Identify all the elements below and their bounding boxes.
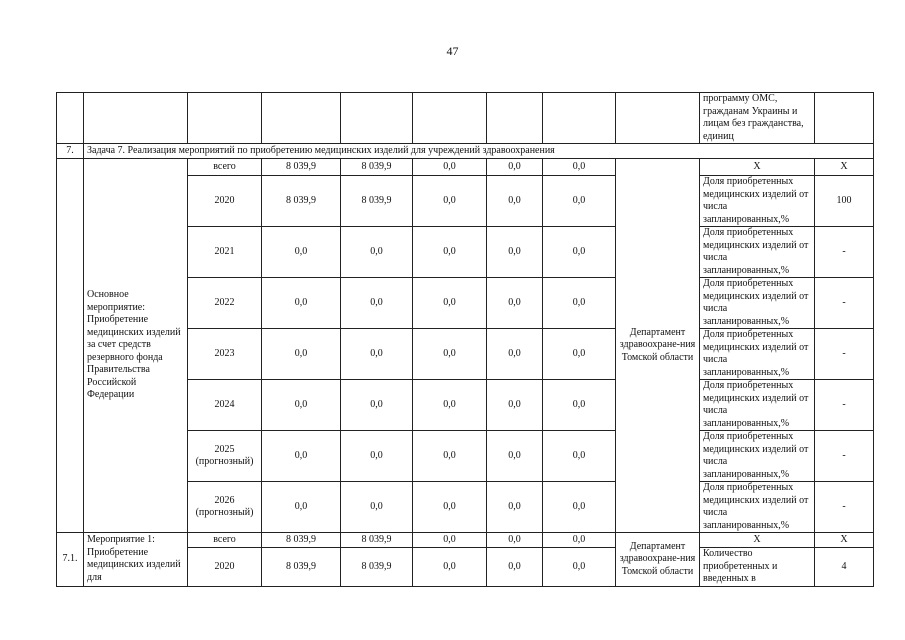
event-name: Мероприятие 1: Приобретение медицинских изделий для [84, 533, 188, 587]
year-cell: всего [188, 159, 262, 176]
task-row [57, 144, 874, 159]
year-cell: 2021 [188, 227, 262, 278]
indicator-value: Х [815, 533, 874, 548]
federal-cell: 8 039,9 [341, 533, 413, 548]
other-cell: 0,0 [543, 278, 616, 329]
indicator-cell: Количество приобретенных и введенных в [700, 548, 815, 587]
program-table [56, 92, 874, 587]
local-cell: 0,0 [487, 533, 543, 548]
local-cell: 0,0 [487, 278, 543, 329]
indicator-cell: программу ОМС, гражданам Украины и лицам без гражданства, единиц [700, 93, 815, 144]
regional-cell: 0,0 [413, 278, 487, 329]
year-cell: 2020 [188, 176, 262, 227]
indicator-value: 100 [815, 176, 874, 227]
executor-cell: Департамент здравоохране-ния Томской области [616, 159, 700, 533]
year-cell: 2026 (прогнозный) [188, 482, 262, 533]
executor-cell: Департамент здравоохране-ния Томской области [616, 533, 700, 587]
year-cell: 2022 [188, 278, 262, 329]
continuation-row [57, 93, 874, 144]
regional-cell: 0,0 [413, 431, 487, 482]
local-cell: 0,0 [487, 227, 543, 278]
other-cell: 0,0 [543, 548, 616, 587]
other-cell: 0,0 [543, 329, 616, 380]
other-cell: 0,0 [543, 533, 616, 548]
indicator-cell: Доля приобретенных медицинских изделий от числа запланированных,% [700, 431, 815, 482]
local-cell: 0,0 [487, 380, 543, 431]
federal-cell: 8 039,9 [341, 159, 413, 176]
federal-cell: 0,0 [341, 482, 413, 533]
total-cell: 8 039,9 [262, 548, 341, 587]
year-cell: 2025 (прогнозный) [188, 431, 262, 482]
year-cell: 2024 [188, 380, 262, 431]
regional-cell: 0,0 [413, 533, 487, 548]
federal-cell: 0,0 [341, 329, 413, 380]
task-number: 7. [57, 144, 84, 159]
total-cell: 8 039,9 [262, 533, 341, 548]
indicator-cell: Доля приобретенных медицинских изделий от числа запланированных,% [700, 278, 815, 329]
other-cell: 0,0 [543, 159, 616, 176]
federal-cell: 8 039,9 [341, 176, 413, 227]
indicator-cell: Доля приобретенных медицинских изделий от числа запланированных,% [700, 176, 815, 227]
page-number: 47 [446, 44, 459, 58]
local-cell: 0,0 [487, 548, 543, 587]
year-cell: 2020 [188, 548, 262, 587]
other-cell: 0,0 [543, 227, 616, 278]
indicator-value: 4 [815, 548, 874, 587]
total-cell: 8 039,9 [262, 159, 341, 176]
indicator-cell: Доля приобретенных медицинских изделий от числа запланированных,% [700, 227, 815, 278]
table-row [57, 159, 874, 176]
year-cell: 2023 [188, 329, 262, 380]
main-event-name: Основное мероприятие: Приобретение медицинских изделий за счет средств резервного фонда Правительства Российской Федерации [84, 159, 188, 533]
local-cell: 0,0 [487, 329, 543, 380]
indicator-cell: Доля приобретенных медицинских изделий от числа запланированных,% [700, 482, 815, 533]
federal-cell: 0,0 [341, 278, 413, 329]
regional-cell: 0,0 [413, 176, 487, 227]
regional-cell: 0,0 [413, 482, 487, 533]
regional-cell: 0,0 [413, 329, 487, 380]
year-cell: всего [188, 533, 262, 548]
indicator-cell: Х [700, 159, 815, 176]
indicator-value: - [815, 380, 874, 431]
indicator-value: - [815, 278, 874, 329]
indicator-value: - [815, 227, 874, 278]
local-cell: 0,0 [487, 159, 543, 176]
other-cell: 0,0 [543, 431, 616, 482]
regional-cell: 0,0 [413, 227, 487, 278]
total-cell: 0,0 [262, 380, 341, 431]
table-row [57, 533, 874, 548]
total-cell: 0,0 [262, 329, 341, 380]
indicator-value: - [815, 329, 874, 380]
regional-cell: 0,0 [413, 380, 487, 431]
other-cell: 0,0 [543, 380, 616, 431]
local-cell: 0,0 [487, 431, 543, 482]
federal-cell: 0,0 [341, 227, 413, 278]
other-cell: 0,0 [543, 176, 616, 227]
regional-cell: 0,0 [413, 548, 487, 587]
indicator-cell: Доля приобретенных медицинских изделий от числа запланированных,% [700, 380, 815, 431]
task-title: Задача 7. Реализация мероприятий по приобретению медицинских изделий для учреждений здравоохранения [84, 144, 874, 159]
total-cell: 0,0 [262, 482, 341, 533]
indicator-value: - [815, 431, 874, 482]
total-cell: 0,0 [262, 431, 341, 482]
local-cell: 0,0 [487, 482, 543, 533]
total-cell: 0,0 [262, 227, 341, 278]
other-cell: 0,0 [543, 482, 616, 533]
event-number: 7.1. [57, 533, 84, 587]
regional-cell: 0,0 [413, 159, 487, 176]
total-cell: 8 039,9 [262, 176, 341, 227]
indicator-value: - [815, 482, 874, 533]
federal-cell: 0,0 [341, 380, 413, 431]
indicator-cell: Х [700, 533, 815, 548]
federal-cell: 8 039,9 [341, 548, 413, 587]
indicator-cell: Доля приобретенных медицинских изделий от числа запланированных,% [700, 329, 815, 380]
total-cell: 0,0 [262, 278, 341, 329]
federal-cell: 0,0 [341, 431, 413, 482]
indicator-value: Х [815, 159, 874, 176]
local-cell: 0,0 [487, 176, 543, 227]
